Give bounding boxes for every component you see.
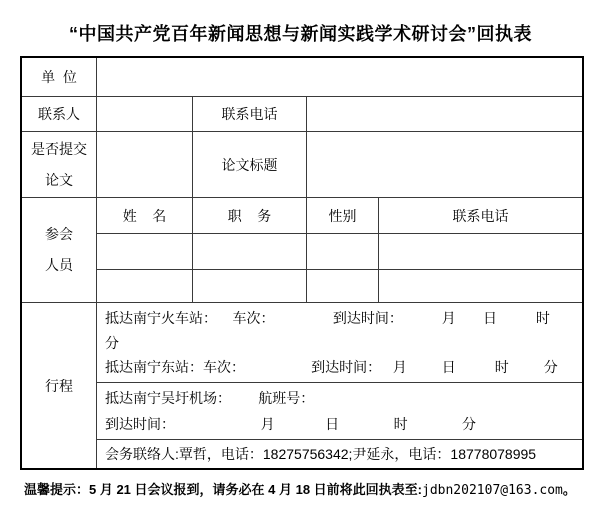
itinerary-airport-line2: 到达时间： 月 日 时 分	[105, 415, 477, 432]
paper-submit-value-field[interactable]	[97, 132, 193, 198]
participant-row2-position-field[interactable]	[193, 270, 307, 303]
paper-submit-label	[22, 132, 97, 198]
participant-row1-gender-field[interactable]	[307, 234, 379, 270]
footer-note-suffix: 。	[562, 482, 576, 497]
itinerary-train-line1: 抵达南宁火车站： 车次： 到达时间： 月 日 时	[105, 309, 550, 326]
participant-row2-phone-field[interactable]	[379, 270, 582, 303]
participant-row1-phone-field[interactable]	[379, 234, 582, 270]
footer-note	[24, 479, 576, 498]
participants-label	[22, 198, 97, 303]
participants-col-phone: 联系电话	[379, 198, 582, 234]
reply-form-table	[20, 56, 584, 470]
contact-value-field[interactable]	[97, 97, 193, 132]
page-title: “中国共产党百年新闻思想与新闻实践学术研讨会”回执表	[69, 24, 532, 44]
footer-email: jdbn202107@163.com	[422, 483, 563, 498]
itinerary-contacts-cell	[97, 440, 582, 468]
participants-label-line2: 人员	[45, 257, 73, 273]
participants-label-line1: 参会	[45, 226, 73, 242]
itinerary-train-cell[interactable]	[97, 303, 582, 383]
itinerary-airport-cell[interactable]	[97, 383, 582, 440]
itinerary-contacts-line: 会务联络人:覃哲，电话：18275756342;尹延永，电话：18778078995	[105, 446, 537, 462]
contact-phone-label: 联系电话	[193, 97, 307, 132]
paper-title-value-field[interactable]	[307, 132, 582, 198]
contact-label: 联系人	[22, 97, 97, 132]
itinerary-train-line2: 分	[105, 334, 119, 351]
paper-submit-label-line2: 论文	[45, 171, 73, 188]
participants-col-position: 职 务	[193, 198, 307, 234]
footer-note-text: 温馨提示：5 月 21 日会议报到，请务必在 4 月 18 日前将此回执表至:	[24, 482, 422, 497]
paper-submit-label-line1: 是否提交	[31, 140, 87, 157]
participant-row1-name-field[interactable]	[97, 234, 193, 270]
participant-row1-position-field[interactable]	[193, 234, 307, 270]
participant-row2-name-field[interactable]	[97, 270, 193, 303]
itinerary-airport-line1: 抵达南宁吴圩机场： 航班号：	[105, 390, 315, 407]
participants-col-name: 姓 名	[97, 198, 193, 234]
paper-title-label: 论文标题	[193, 132, 307, 198]
unit-label: 单 位	[22, 58, 97, 97]
participant-row2-gender-field[interactable]	[307, 270, 379, 303]
unit-value-field[interactable]	[97, 58, 582, 97]
participants-col-gender: 性别	[307, 198, 379, 234]
itinerary-label: 行程	[22, 303, 97, 468]
itinerary-east-station-line: 抵达南宁东站：车次： 到达时间： 月 日 时 分	[105, 359, 558, 376]
contact-phone-value-field[interactable]	[307, 97, 582, 132]
